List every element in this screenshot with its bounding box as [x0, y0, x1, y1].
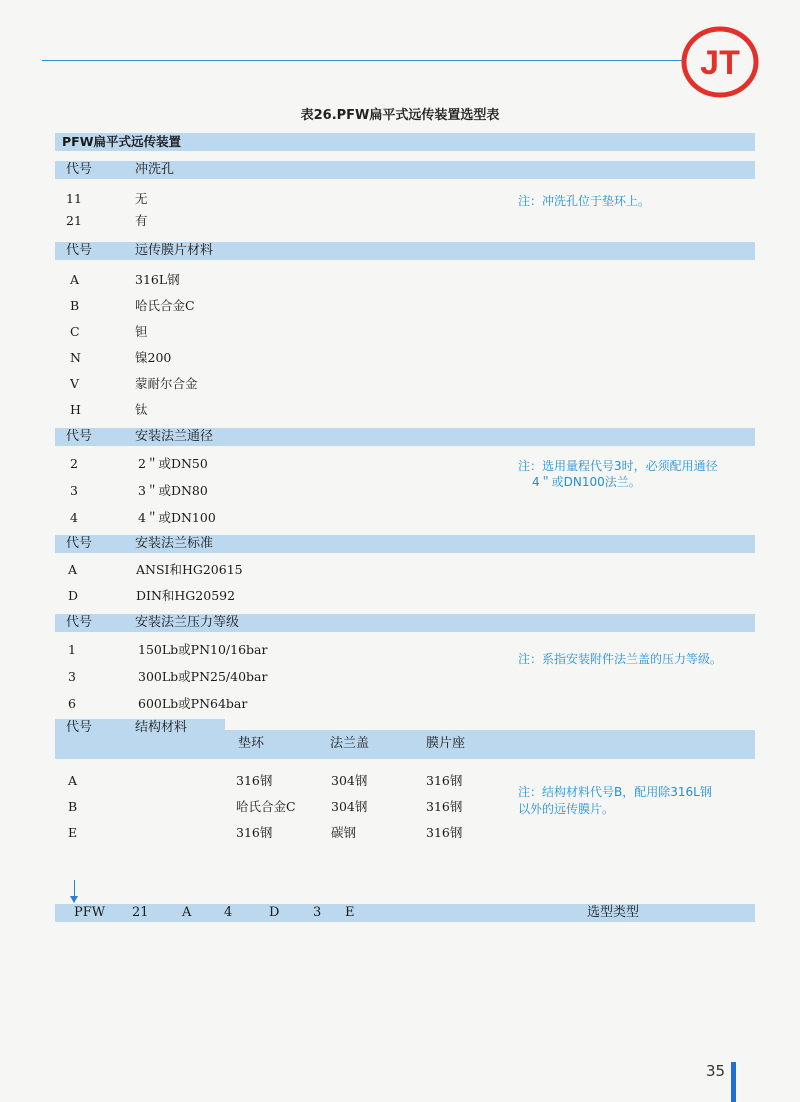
flush-code: 21 — [66, 213, 82, 228]
material-name-label: 结构材料 — [135, 720, 188, 735]
company-logo — [680, 22, 760, 102]
pressure-code: 3 — [68, 669, 76, 684]
flush-desc: 有 — [135, 213, 148, 228]
diameter-note-line: 4＂或DN100法兰。 — [532, 475, 641, 489]
example-code: E — [345, 905, 355, 920]
example-code: D — [269, 905, 280, 920]
pressure-code: 1 — [68, 642, 76, 657]
diaphragm-code: C — [70, 324, 80, 339]
example-code: 3 — [313, 905, 322, 920]
standard-code: A — [68, 562, 78, 577]
diaphragm-desc: 316L钢 — [135, 272, 180, 287]
example-band — [55, 904, 755, 922]
pressure-name-label: 安装法兰压力等级 — [135, 615, 240, 630]
example-code: PFW — [74, 905, 106, 920]
flush-desc: 无 — [135, 191, 148, 206]
material-code: E — [68, 825, 78, 840]
arrow-head-icon — [70, 896, 78, 903]
diameter-desc: 2＂或DN50 — [138, 456, 208, 471]
standard-code-label: 代号 — [66, 536, 93, 551]
example-code: 4 — [224, 905, 233, 920]
material-flange-cover: 碳钢 — [331, 825, 357, 840]
diaphragm-code: V — [70, 376, 80, 391]
header-rule — [42, 60, 682, 61]
diameter-name-label: 安装法兰通径 — [135, 429, 214, 444]
diameter-code-label: 代号 — [66, 429, 93, 444]
flush-code: 11 — [66, 191, 82, 206]
pressure-code-label: 代号 — [66, 615, 93, 630]
example-code: 21 — [132, 905, 149, 920]
material-gasket: 316钢 — [236, 825, 273, 840]
page-marker-bar — [731, 1062, 736, 1102]
material-diaphragm-seat: 316钢 — [426, 799, 463, 814]
diameter-note-line: 注：选用量程代号3时，必须配用通径 — [518, 459, 718, 473]
diaphragm-name-label: 远传膜片材料 — [135, 243, 214, 258]
diameter-desc: 4＂或DN100 — [138, 510, 216, 525]
diaphragm-code: A — [70, 272, 80, 287]
material-diaphragm-seat: 316钢 — [426, 825, 463, 840]
material-gasket: 316钢 — [236, 773, 273, 788]
diaphragm-code-label: 代号 — [66, 243, 93, 258]
pressure-note: 注：系指安装附件法兰盖的压力等级。 — [518, 652, 723, 666]
flush-name-label: 冲洗孔 — [135, 162, 175, 177]
material-flange-cover: 304钢 — [331, 773, 368, 788]
diaphragm-desc: 镍200 — [135, 350, 172, 365]
diaphragm-desc: 钽 — [135, 324, 148, 339]
material-flange-cover: 304钢 — [331, 799, 368, 814]
material-band-right — [225, 730, 755, 759]
material-col-gasket: 垫环 — [238, 736, 265, 751]
diameter-code: 2 — [70, 456, 78, 471]
pressure-code: 6 — [68, 696, 76, 711]
pressure-desc: 300Lb或PN25/40bar — [138, 669, 268, 684]
pressure-desc: 600Lb或PN64bar — [138, 696, 248, 711]
diaphragm-code: N — [70, 350, 81, 365]
diaphragm-desc: 哈氏合金C — [135, 298, 195, 313]
material-code: A — [68, 773, 78, 788]
diaphragm-desc: 钛 — [135, 402, 148, 417]
example-code: A — [182, 905, 192, 920]
material-diaphragm-seat: 316钢 — [426, 773, 463, 788]
diaphragm-desc: 蒙耐尔合金 — [135, 376, 198, 391]
standard-code: D — [68, 588, 79, 603]
main-header: PFW扁平式远传装置 — [62, 134, 181, 149]
diameter-code: 4 — [70, 510, 78, 525]
material-col-flange-cover: 法兰盖 — [330, 736, 370, 751]
material-note-line: 注：结构材料代号B，配用除316L钢 — [518, 785, 712, 799]
diameter-desc: 3＂或DN80 — [138, 483, 208, 498]
svg-text:JT: JT — [700, 44, 740, 82]
page-number: 35 — [706, 1062, 726, 1080]
material-note-line: 以外的远传膜片。 — [518, 802, 615, 816]
material-col-diaphragm-seat: 膜片座 — [426, 736, 466, 751]
standard-name-label: 安装法兰标准 — [135, 536, 214, 551]
diaphragm-code: B — [70, 298, 80, 313]
material-gasket: 哈氏合金C — [236, 799, 296, 814]
table-title: 表26.PFW扁平式远传装置选型表 — [300, 108, 500, 123]
standard-desc: ANSI和HG20615 — [136, 562, 243, 577]
flush-code-label: 代号 — [66, 162, 93, 177]
pressure-desc: 150Lb或PN10/16bar — [138, 642, 268, 657]
material-code: B — [68, 799, 78, 814]
example-label: 选型类型 — [587, 905, 640, 920]
standard-desc: DIN和HG20592 — [136, 588, 236, 603]
diaphragm-code: H — [70, 402, 81, 417]
material-code-label: 代号 — [66, 720, 93, 735]
diameter-code: 3 — [70, 483, 78, 498]
flush-note: 注：冲洗孔位于垫环上。 — [518, 194, 651, 208]
